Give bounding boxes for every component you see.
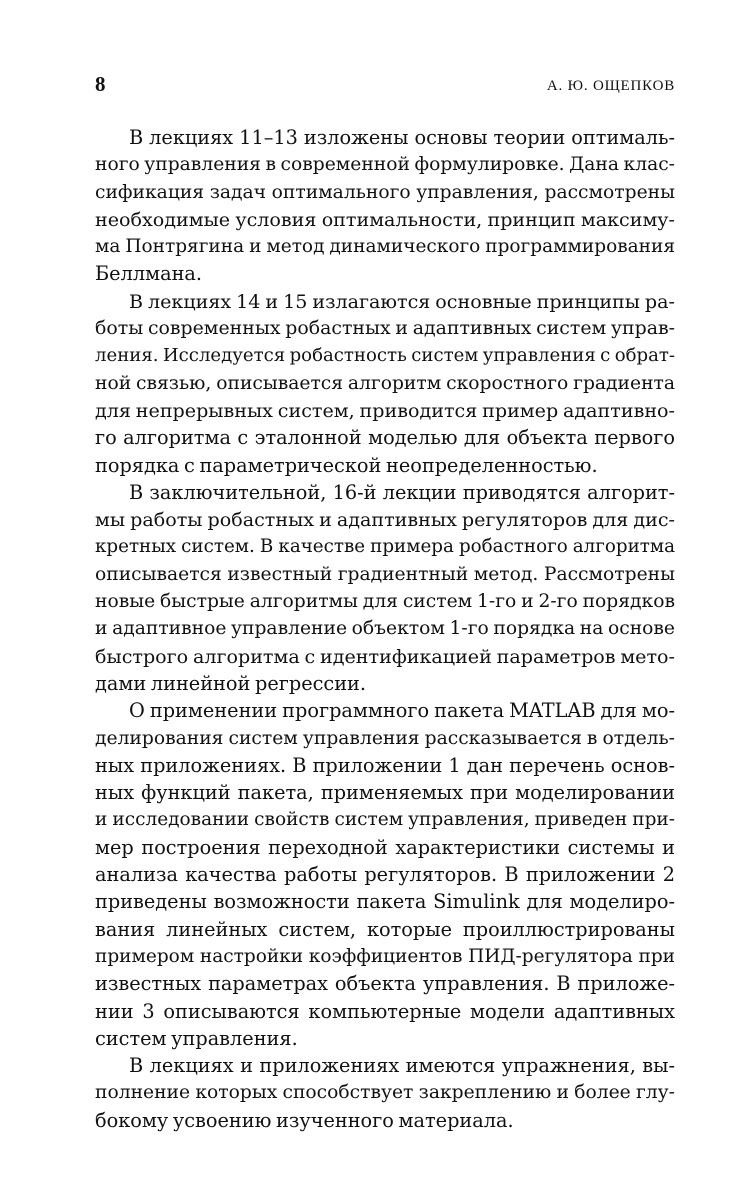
text-line: ных функций пакета, применяемых при моделировании (95, 781, 675, 805)
text-line: мы работы робастных и адаптивных регуляторов для дис- (95, 508, 675, 532)
text-line: порядка с параметрической неопределенностью. (95, 453, 598, 477)
text-line: необходимые условия оптимальности, принцип максиму- (95, 207, 675, 231)
text-line: ма Понтрягина и метод динамического программирования (95, 236, 675, 258)
paragraph (95, 697, 675, 1052)
text-line: нии 3 описываются компьютерные модели адаптивных (95, 999, 675, 1023)
text-line: новые быстрые алгоритмы для систем 1-го и 2-го порядков (95, 591, 675, 613)
text-line: мер построения переходной характеристики системы и (95, 835, 675, 859)
text-line: кретных систем. В качестве примера робастного алгоритма (95, 536, 675, 558)
text-line: дами линейной регрессии. (95, 671, 367, 695)
text-line: ных приложениях. В приложении 1 дан перечень основ- (95, 753, 675, 777)
text-line: го алгоритма с эталонной моделью для объекта первого (95, 426, 675, 450)
text-line: Беллмана. (95, 262, 203, 286)
text-line: бокому усвоению изученного материала. (95, 1108, 514, 1132)
text-line: анализа качества работы регуляторов. В приложении 2 (95, 863, 675, 887)
paragraph (95, 1052, 675, 1134)
text-line: В лекциях 14 и 15 излагаются основные принципы ра- (129, 289, 675, 313)
text-line: известных параметрах объекта управления. В приложе- (95, 972, 675, 996)
paragraph (95, 288, 675, 479)
body-text (95, 124, 675, 1134)
text-line: В лекциях 11–13 изложены основы теории оптималь- (129, 126, 675, 149)
text-line: полнение которых способствует закреплению и более глу- (95, 1082, 675, 1104)
text-line: для непрерывных систем, приводится пример адаптивно- (95, 398, 675, 422)
text-line: сификация задач оптимального управления, рассмотрены (95, 181, 675, 203)
text-line: и адаптивное управление объектом 1-го порядка на основе (95, 618, 675, 640)
running-head (95, 70, 675, 98)
page-number: 8 (95, 72, 106, 96)
text-line: ной связью, описывается алгоритм скоростного градиента (95, 372, 675, 394)
text-line: ного управления в современной формулировке. Дана клас- (95, 154, 675, 176)
text-line: и исследовании свойств систем управления, приведен при- (95, 809, 675, 831)
text-line: примером настройки коэффициентов ПИД-регулятора при (95, 945, 675, 967)
text-line: В заключительной, 16-й лекции приводятся алгорит- (129, 480, 675, 504)
text-line: описывается известный градиентный метод. Рассмотрены (95, 563, 675, 585)
paragraph (95, 124, 675, 288)
text-line: систем управления. (95, 1026, 298, 1050)
text-line: делирования систем управления рассказывается в отдель- (95, 727, 675, 749)
text-line: ления. Исследуется робастность систем управления с обрат- (95, 345, 675, 367)
text-line: О применении программного пакета MATLAB для мо- (129, 699, 675, 723)
text-line: приведены возможности пакета Simulink для моделиро- (95, 890, 675, 914)
author-name: А. Ю. ОЩЕПКОВ (546, 78, 675, 94)
text-line: быстрого алгоритма с идентификацией параметров мето- (95, 644, 675, 668)
text-line: В лекциях и приложениях имеются упражнения, вы- (129, 1054, 675, 1078)
text-line: вания линейных систем, которые проиллюстрированы (95, 917, 675, 941)
text-line: боты современных робастных и адаптивных систем управ- (95, 317, 675, 340)
paragraph (95, 479, 675, 697)
